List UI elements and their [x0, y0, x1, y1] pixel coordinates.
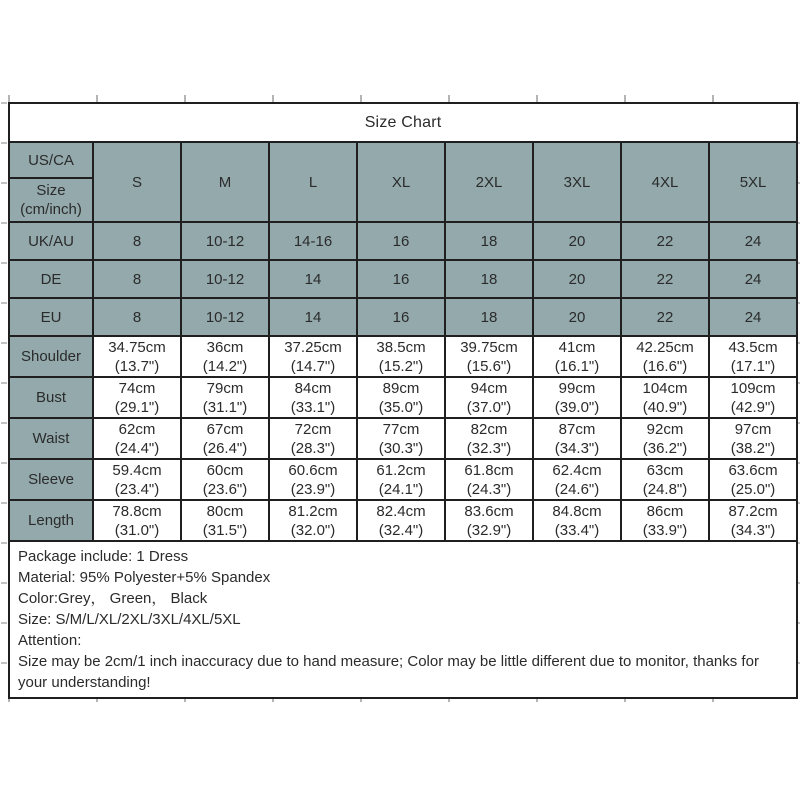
waist-2xl: 82cm (32.3")	[445, 418, 533, 459]
eu-2xl: 18	[445, 298, 533, 336]
sleeve-4xl: 63cm (24.8")	[621, 459, 709, 500]
de-5xl: 24	[709, 260, 797, 298]
note-color: Color:Grey， Green， Black	[18, 590, 208, 607]
ukau-s: 8	[93, 222, 181, 260]
size-col-header-3xl: 3XL	[533, 142, 621, 222]
waist-m: 67cm (26.4")	[181, 418, 269, 459]
product-notes	[9, 541, 797, 698]
bust-3xl: 99cm (39.0")	[533, 377, 621, 418]
row-label-length: Length	[9, 500, 93, 541]
row-length	[9, 500, 797, 541]
de-4xl: 22	[621, 260, 709, 298]
corner-label-unit: (cm/inch)	[20, 201, 82, 218]
eu-4xl: 22	[621, 298, 709, 336]
row-eu	[9, 298, 797, 336]
shoulder-3xl: 41cm (16.1")	[533, 336, 621, 377]
waist-3xl: 87cm (34.3")	[533, 418, 621, 459]
gridline-ticks-top	[8, 95, 798, 102]
row-label-waist: Waist	[9, 418, 93, 459]
shoulder-s: 34.75cm (13.7")	[93, 336, 181, 377]
size-chart-title: Size Chart	[9, 103, 797, 142]
de-2xl: 18	[445, 260, 533, 298]
size-col-header-5xl: 5XL	[709, 142, 797, 222]
bust-m: 79cm (31.1")	[181, 377, 269, 418]
eu-l: 14	[269, 298, 357, 336]
sleeve-2xl: 61.8cm (24.3")	[445, 459, 533, 500]
corner-label-usca: US/CA	[9, 142, 93, 178]
row-shoulder	[9, 336, 797, 377]
shoulder-l: 37.25cm (14.7")	[269, 336, 357, 377]
de-m: 10-12	[181, 260, 269, 298]
ukau-3xl: 20	[533, 222, 621, 260]
eu-s: 8	[93, 298, 181, 336]
sleeve-xl: 61.2cm (24.1")	[357, 459, 445, 500]
length-s: 78.8cm (31.0")	[93, 500, 181, 541]
shoulder-xl: 38.5cm (15.2")	[357, 336, 445, 377]
header-row-top	[9, 142, 797, 178]
size-col-header-s: S	[93, 142, 181, 222]
eu-5xl: 24	[709, 298, 797, 336]
waist-l: 72cm (28.3")	[269, 418, 357, 459]
sleeve-s: 59.4cm (23.4")	[93, 459, 181, 500]
waist-xl: 77cm (30.3")	[357, 418, 445, 459]
row-de	[9, 260, 797, 298]
ukau-5xl: 24	[709, 222, 797, 260]
row-label-eu: EU	[9, 298, 93, 336]
sleeve-3xl: 62.4cm (24.6")	[533, 459, 621, 500]
size-col-header-l: L	[269, 142, 357, 222]
shoulder-m: 36cm (14.2")	[181, 336, 269, 377]
sleeve-l: 60.6cm (23.9")	[269, 459, 357, 500]
size-col-header-4xl: 4XL	[621, 142, 709, 222]
waist-4xl: 92cm (36.2")	[621, 418, 709, 459]
ukau-l: 14-16	[269, 222, 357, 260]
waist-5xl: 97cm (38.2")	[709, 418, 797, 459]
ukau-2xl: 18	[445, 222, 533, 260]
size-col-header-2xl: 2XL	[445, 142, 533, 222]
note-attention: Attention:	[18, 632, 82, 649]
corner-label-size-unit	[9, 178, 93, 222]
length-5xl: 87.2cm (34.3")	[709, 500, 797, 541]
length-l: 81.2cm (32.0")	[269, 500, 357, 541]
bust-s: 74cm (29.1")	[93, 377, 181, 418]
length-m: 80cm (31.5")	[181, 500, 269, 541]
de-3xl: 20	[533, 260, 621, 298]
row-label-de: DE	[9, 260, 93, 298]
shoulder-5xl: 43.5cm (17.1")	[709, 336, 797, 377]
row-label-sleeve: Sleeve	[9, 459, 93, 500]
eu-xl: 16	[357, 298, 445, 336]
eu-m: 10-12	[181, 298, 269, 336]
de-s: 8	[93, 260, 181, 298]
size-col-header-m: M	[181, 142, 269, 222]
bust-5xl: 109cm (42.9")	[709, 377, 797, 418]
shoulder-4xl: 42.25cm (16.6")	[621, 336, 709, 377]
size-col-header-xl: XL	[357, 142, 445, 222]
size-chart-table	[8, 102, 798, 699]
notes-row	[9, 541, 797, 698]
bust-4xl: 104cm (40.9")	[621, 377, 709, 418]
ukau-m: 10-12	[181, 222, 269, 260]
ukau-4xl: 22	[621, 222, 709, 260]
waist-s: 62cm (24.4")	[93, 418, 181, 459]
gridline-ticks-left	[1, 102, 7, 694]
corner-label-size: Size	[36, 182, 66, 199]
row-label-bust: Bust	[9, 377, 93, 418]
length-xl: 82.4cm (32.4")	[357, 500, 445, 541]
row-waist	[9, 418, 797, 459]
row-ukau	[9, 222, 797, 260]
sleeve-5xl: 63.6cm (25.0")	[709, 459, 797, 500]
row-label-ukau: UK/AU	[9, 222, 93, 260]
de-xl: 16	[357, 260, 445, 298]
length-3xl: 84.8cm (33.4")	[533, 500, 621, 541]
row-label-shoulder: Shoulder	[9, 336, 93, 377]
bust-xl: 89cm (35.0")	[357, 377, 445, 418]
note-package: Package include: 1 Dress	[18, 548, 189, 565]
note-size: Size: S/M/L/XL/2XL/3XL/4XL/5XL	[18, 611, 241, 628]
sleeve-m: 60cm (23.6")	[181, 459, 269, 500]
title-row	[9, 103, 797, 142]
row-sleeve	[9, 459, 797, 500]
row-bust	[9, 377, 797, 418]
de-l: 14	[269, 260, 357, 298]
length-4xl: 86cm (33.9")	[621, 500, 709, 541]
bust-2xl: 94cm (37.0")	[445, 377, 533, 418]
ukau-xl: 16	[357, 222, 445, 260]
length-2xl: 83.6cm (32.9")	[445, 500, 533, 541]
shoulder-2xl: 39.75cm (15.6")	[445, 336, 533, 377]
eu-3xl: 20	[533, 298, 621, 336]
note-material: Material: 95% Polyester+5% Spandex	[18, 569, 271, 586]
note-disclaimer: Size may be 2cm/1 inch inaccuracy due to hand measure; Color may be little different due to monitor, thanks for your understanding!	[18, 653, 759, 691]
bust-l: 84cm (33.1")	[269, 377, 357, 418]
